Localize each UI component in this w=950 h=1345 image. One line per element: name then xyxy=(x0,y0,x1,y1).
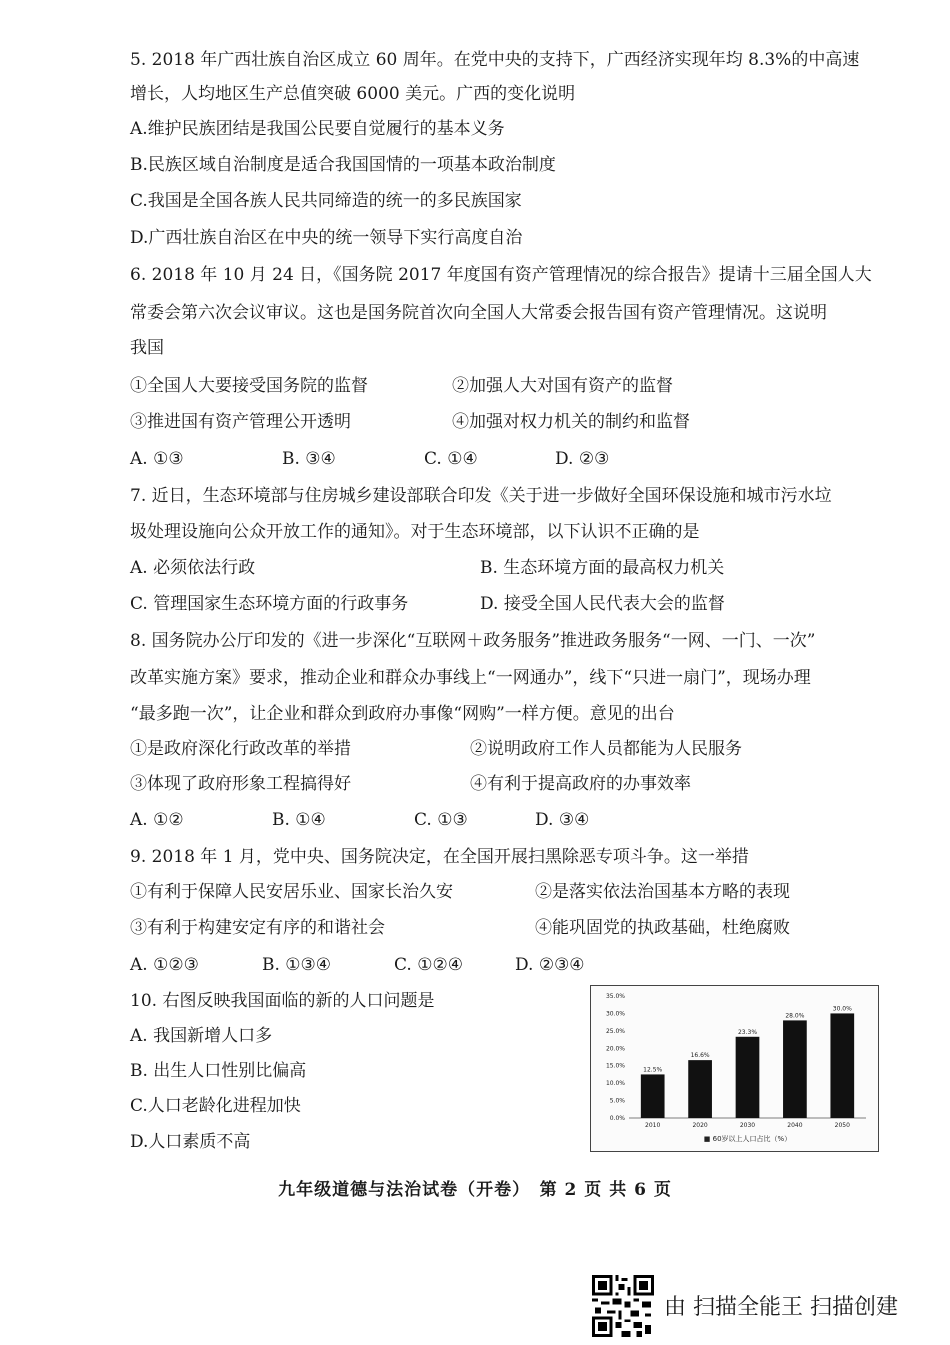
scanner-watermark: 由 扫描全能王 扫描创建 xyxy=(664,1295,898,1320)
y-tick-label: 20.0% xyxy=(605,1045,625,1053)
q10-option-b: B. 出生人口性别比偏高 xyxy=(130,1061,307,1081)
q10-option-c: C.人口老龄化进程加快 xyxy=(130,1096,301,1116)
qr-code-icon xyxy=(592,1275,654,1337)
population-aging-chart xyxy=(590,985,879,1152)
q9-statement-3: ③有利于构建安定有序的和谐社会 xyxy=(130,918,385,938)
q10-option-d: D.人口素质不高 xyxy=(130,1132,251,1152)
data-label-2040: 28.0% xyxy=(785,1012,805,1020)
q5-option-c: C.我国是全国各族人民共同缔造的统一的多民族国家 xyxy=(130,191,522,211)
q5-option-d: D.广西壮族自治区在中央的统一领导下实行高度自治 xyxy=(130,228,523,248)
q6-statement-3: ③推进国有资产管理公开透明 xyxy=(130,412,351,432)
y-tick-label: 5.0% xyxy=(609,1097,625,1105)
q6-statement-2: ②加强人大对国有资产的监督 xyxy=(452,376,673,396)
q8-statement-4: ④有利于提高政府的办事效率 xyxy=(470,774,691,794)
q9-option-d: D. ②③④ xyxy=(515,955,585,975)
x-tick-label: 2050 xyxy=(834,1122,850,1129)
x-tick-label: 2010 xyxy=(645,1122,661,1129)
bar-2040 xyxy=(783,1020,807,1118)
q7-option-a: A. 必须依法行政 xyxy=(130,558,256,578)
q5-stem-line2: 增长，人均地区生产总值突破 6000 美元。广西的变化说明 xyxy=(130,84,576,104)
y-tick-label: 30.0% xyxy=(605,1010,625,1018)
q8-stem-line1: 8. 国务院办公厅印发的《进一步深化“互联网＋政务服务”推进政务服务“一网、一门、一次” xyxy=(130,631,816,651)
q9-statement-1: ①有利于保障人民安居乐业、国家长治久安 xyxy=(130,882,453,902)
x-tick-label: 2020 xyxy=(692,1122,708,1129)
q8-option-b: B. ①④ xyxy=(272,810,326,830)
bar-2050 xyxy=(830,1013,854,1118)
q9-option-a: A. ①②③ xyxy=(130,955,199,975)
chart-legend: ■ 60岁以上人口占比（%） xyxy=(703,1135,792,1143)
q10-option-a: A. 我国新增人口多 xyxy=(130,1026,273,1046)
q8-option-d: D. ③④ xyxy=(535,810,590,830)
x-tick-label: 2030 xyxy=(739,1122,756,1129)
y-tick-label: 10.0% xyxy=(605,1080,625,1088)
y-tick-label: 15.0% xyxy=(605,1062,625,1070)
q8-option-a: A. ①② xyxy=(130,810,184,830)
q5-stem-line1: 5. 2018 年广西壮族自治区成立 60 周年。在党中央的支持下，广西经济实现年均 8.3%的中高速 xyxy=(130,50,860,70)
y-tick-label: 0.0% xyxy=(609,1115,625,1122)
q8-stem-line3: “最多跑一次”，让企业和群众到政府办事像“网购”一样方便。意见的出台 xyxy=(130,704,675,724)
y-tick-label: 35.0% xyxy=(605,993,625,1000)
q10-stem: 10. 右图反映我国面临的新的人口问题是 xyxy=(130,991,435,1011)
q8-statement-3: ③体现了政府形象工程搞得好 xyxy=(130,774,351,794)
q9-statement-2: ②是落实依法治国基本方略的表现 xyxy=(535,882,790,902)
q5-option-a: A.维护民族团结是我国公民要自觉履行的基本义务 xyxy=(130,119,505,139)
q8-option-c: C. ①③ xyxy=(414,810,468,830)
x-tick-label: 2040 xyxy=(787,1122,803,1129)
q7-option-c: C. 管理国家生态环境方面的行政事务 xyxy=(130,594,409,614)
data-label-2020: 16.6% xyxy=(690,1052,710,1060)
q6-statement-4: ④加强对权力机关的制约和监督 xyxy=(452,412,690,432)
q9-option-b: B. ①③④ xyxy=(262,955,332,975)
q7-option-b: B. 生态环境方面的最高权力机关 xyxy=(480,558,725,578)
q8-statement-1: ①是政府深化行政改革的举措 xyxy=(130,739,351,759)
bar-2020 xyxy=(688,1060,712,1118)
q9-statement-4: ④能巩固党的执政基础，杜绝腐败 xyxy=(535,918,790,938)
bar-2030 xyxy=(736,1037,760,1118)
q6-option-a: A. ①③ xyxy=(130,449,184,469)
data-label-2010: 12.5% xyxy=(643,1066,663,1074)
q6-stem-line1: 6. 2018 年 10 月 24 日，《国务院 2017 年度国有资产管理情况的综合报告》提请十三届全国人大 xyxy=(130,265,872,285)
q6-stem-line2: 常委会第六次会议审议。这也是国务院首次向全国人大常委会报告国有资产管理情况。这说明 xyxy=(130,303,827,323)
bar-2010 xyxy=(641,1074,665,1118)
q6-option-d: D. ②③ xyxy=(555,449,610,469)
q6-option-c: C. ①④ xyxy=(424,449,478,469)
q9-stem: 9. 2018 年 1 月，党中央、国务院决定，在全国开展扫黑除恶专项斗争。这一举措 xyxy=(130,847,749,867)
q7-stem-line2: 圾处理设施向公众开放工作的通知》。对于生态环境部，以下认识不正确的是 xyxy=(130,522,700,542)
q7-option-d: D. 接受全国人民代表大会的监督 xyxy=(480,594,725,614)
q8-stem-line2: 改革实施方案》要求，推动企业和群众办事线上“一网通办”，线下“只进一扇门”，现场办理 xyxy=(130,668,811,688)
y-tick-label: 25.0% xyxy=(605,1027,625,1035)
q6-stem-line3: 我国 xyxy=(130,338,164,358)
q6-option-b: B. ③④ xyxy=(282,449,336,469)
population-aging-chart-svg xyxy=(591,986,878,1151)
q5-option-b: B.民族区域自治制度是适合我国国情的一项基本政治制度 xyxy=(130,155,556,175)
page-footer: 九年级道德与法治试卷（开卷） 第 2 页 共 6 页 xyxy=(278,1180,672,1200)
q6-statement-1: ①全国人大要接受国务院的监督 xyxy=(130,376,368,396)
q7-stem-line1: 7. 近日，生态环境部与住房城乡建设部联合印发《关于进一步做好全国环保设施和城市污水垃 xyxy=(130,486,832,506)
q8-statement-2: ②说明政府工作人员都能为人民服务 xyxy=(470,739,742,759)
data-label-2050: 30.0% xyxy=(832,1005,852,1013)
data-label-2030: 23.3% xyxy=(737,1028,758,1036)
q9-option-c: C. ①②④ xyxy=(394,955,463,975)
